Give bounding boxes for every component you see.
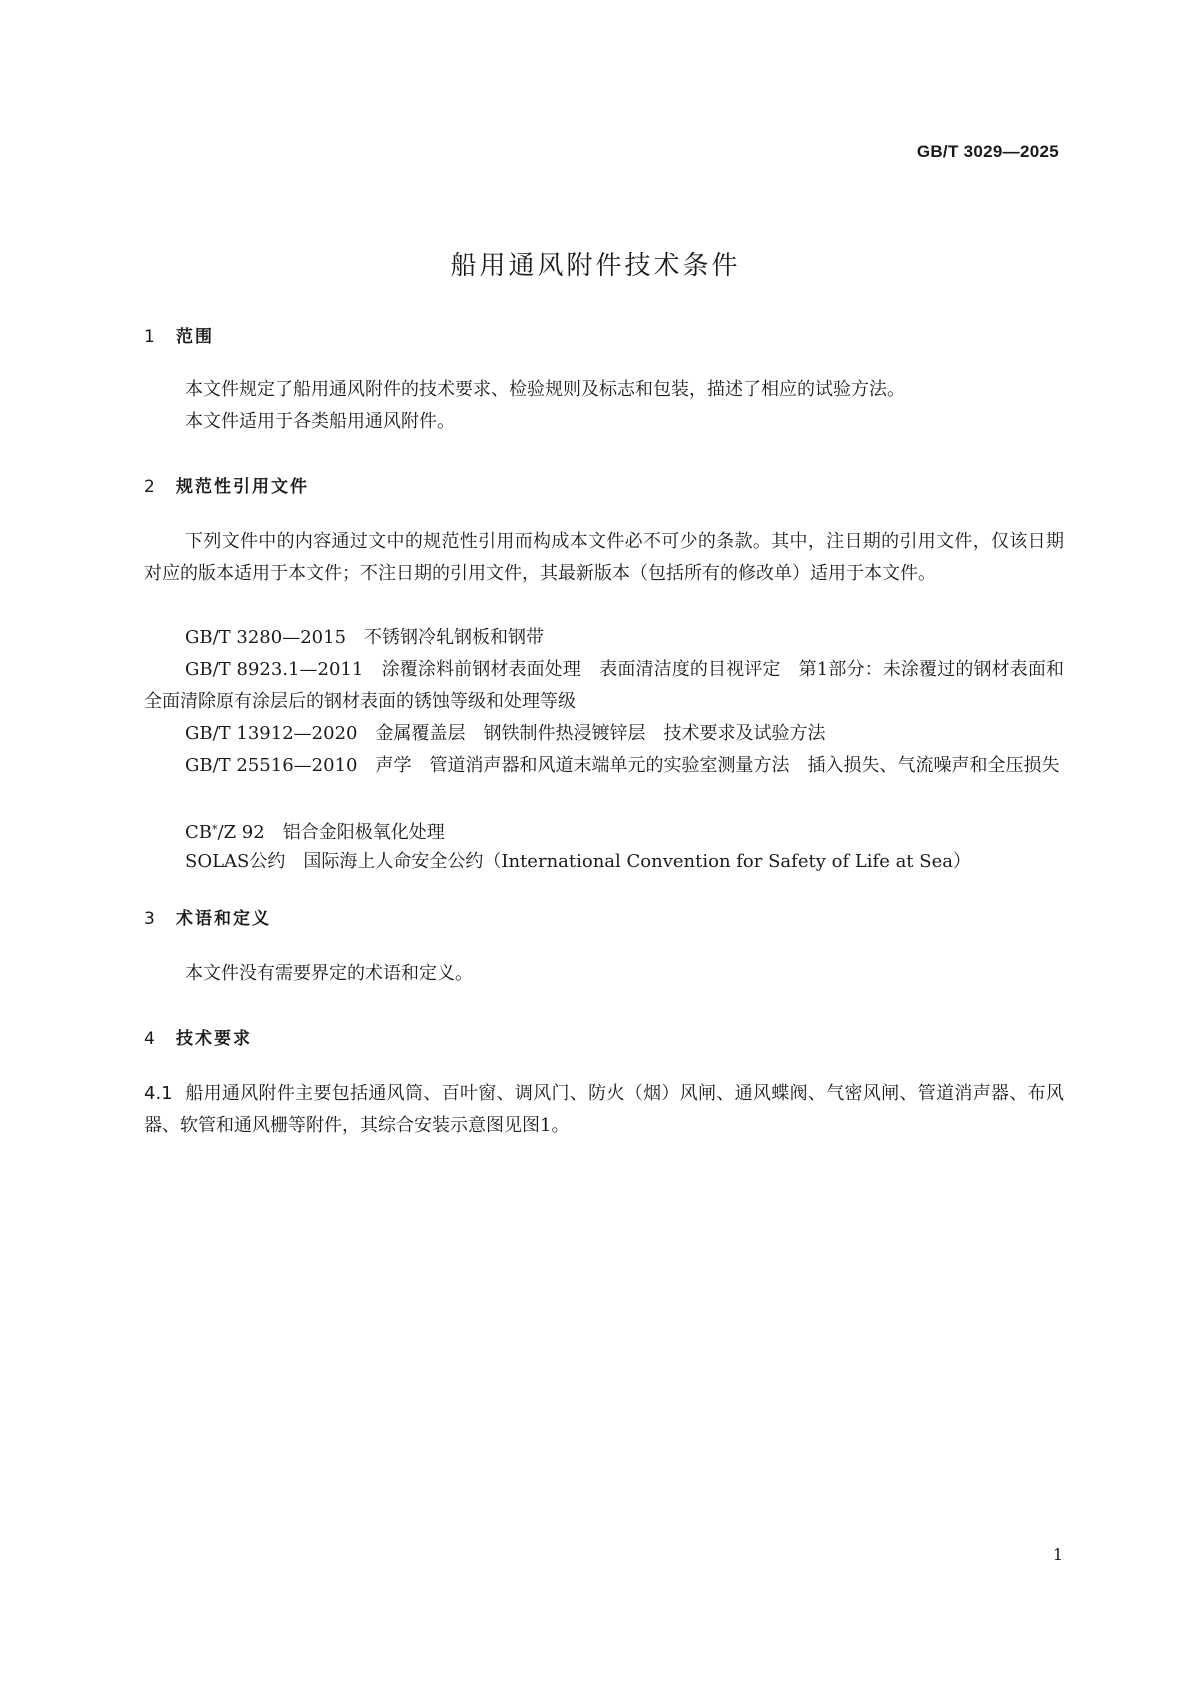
cb-rest: /Z 92 铝合金阳极氧化处理 xyxy=(217,822,445,843)
reference-item-cb xyxy=(144,814,1064,849)
reference-item: GB/T 8923.1—2011 涂覆涂料前钢材表面处理 表面清洁度的目视评定 第1部分：未涂覆过的钢材表面和全面清除原有涂层后的钢材表面的锈蚀等级和处理等级 xyxy=(144,659,1064,712)
section-number: 1 xyxy=(144,327,157,347)
section-title: 规范性引用文件 xyxy=(176,477,309,497)
document-title: 船用通风附件技术条件 xyxy=(450,251,741,281)
page-number: 1 xyxy=(1052,1545,1063,1564)
normative-references-intro: 下列文件中的内容通过文中的规范性引用而构成本文件必不可少的条款。其中，注日期的引用文件，仅该日期对应的版本适用于本文件；不注日期的引用文件，其最新版本（包括所有的修改单）适用于本文件。 xyxy=(144,531,1064,584)
section-number: 4 xyxy=(144,1029,157,1049)
section-title: 范围 xyxy=(176,327,214,347)
clause-4-1 xyxy=(144,1078,1064,1142)
section-title: 技术要求 xyxy=(176,1029,252,1049)
standard-number: GB/T 3029—2025 xyxy=(916,142,1059,161)
scope-paragraph-2: 本文件适用于各类船用通风附件。 xyxy=(185,411,455,432)
reference-item-solas: SOLAS公约 国际海上人命安全公约（International Convention for Safety of Life at Sea） xyxy=(185,851,971,872)
scope-paragraph-1: 本文件规定了船用通风附件的技术要求、检验规则及标志和包装，描述了相应的试验方法。 xyxy=(185,379,905,400)
cb-superscript: * xyxy=(212,823,218,836)
terms-paragraph: 本文件没有需要界定的术语和定义。 xyxy=(185,963,473,984)
section-number: 3 xyxy=(144,909,157,929)
reference-item: GB/T 13912—2020 金属覆盖层 钢铁制件热浸镀锌层 技术要求及试验方法 xyxy=(185,723,826,744)
reference-item: GB/T 25516—2010 声学 管道消声器和风道末端单元的实验室测量方法 插入损失、气流噪声和全压损失 xyxy=(185,755,1060,776)
section-4-heading xyxy=(144,1024,252,1049)
section-2-heading xyxy=(144,472,309,497)
reference-item: GB/T 3280—2015 不锈钢冷轧钢板和钢带 xyxy=(185,627,545,648)
section-title: 术语和定义 xyxy=(176,909,271,929)
clause-number: 4.1 xyxy=(144,1083,173,1104)
section-number: 2 xyxy=(144,477,157,497)
section-1-heading xyxy=(144,322,214,347)
clause-text: 船用通风附件主要包括通风筒、百叶窗、调风门、防火（烟）风闸、通风蝶阀、气密风闸、管道消声器、布风器、软管和通风栅等附件，其综合安装示意图见图1。 xyxy=(144,1083,1064,1136)
cb-prefix: CB xyxy=(185,822,212,843)
section-3-heading xyxy=(144,904,271,929)
